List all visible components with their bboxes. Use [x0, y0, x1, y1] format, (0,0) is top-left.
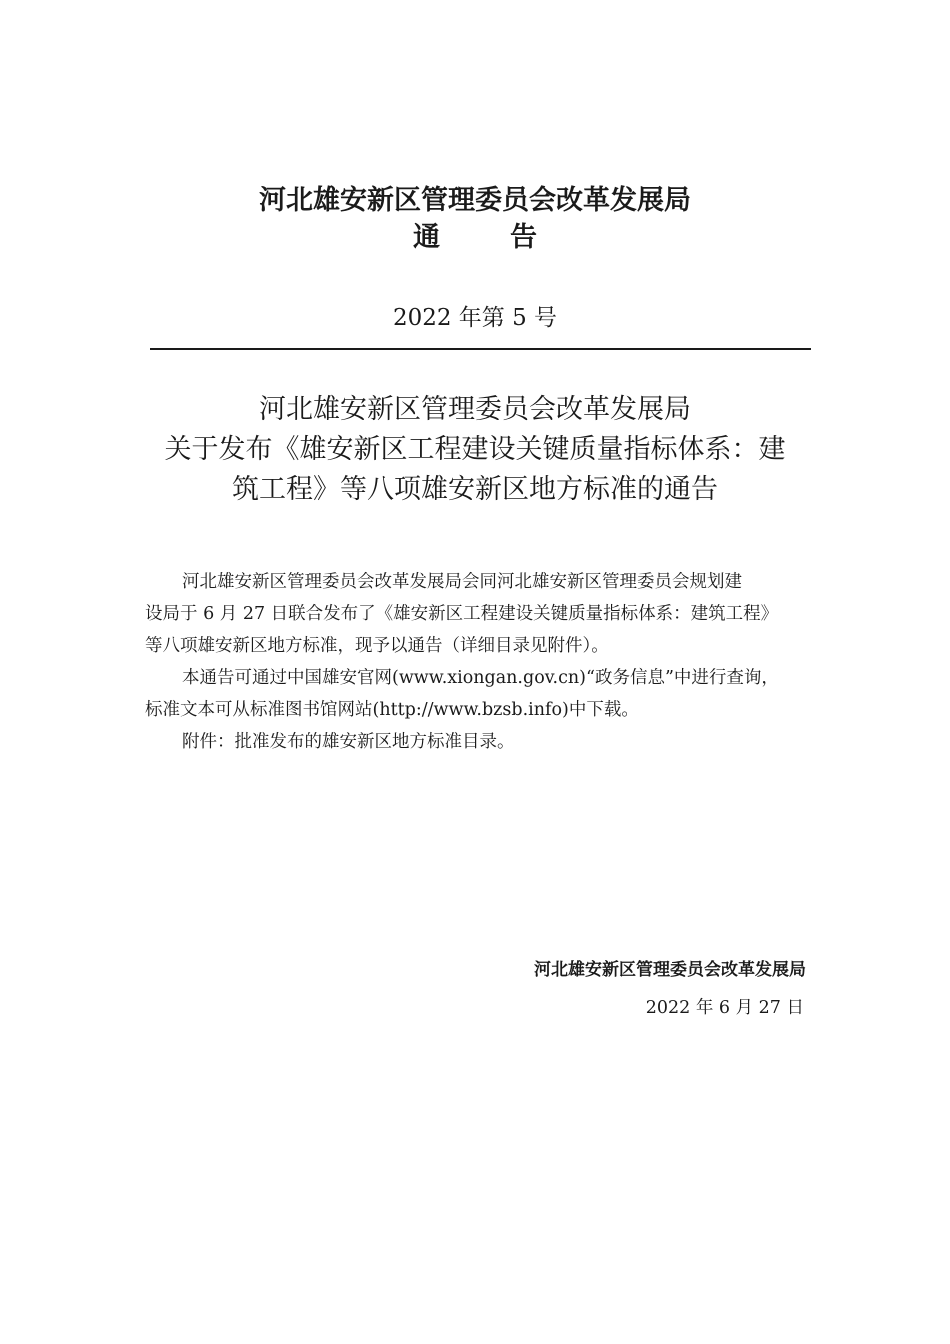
document-type-heading: 通告 [413, 222, 607, 253]
signature-date: 2022 年 6 月 27 日 [645, 998, 804, 1018]
notice-title-line: 河北雄安新区管理委员会改革发展局 [259, 394, 691, 425]
notice-body [145, 566, 810, 758]
notice-title-line: 筑工程》等八项雄安新区地方标准的通告 [232, 474, 718, 505]
signature-organization: 河北雄安新区管理委员会改革发展局 [534, 960, 806, 980]
body-line: 设局于 6 月 27 日联合发布了《雄安新区工程建设关键质量指标体系：建筑工程》 [145, 604, 779, 624]
issuer-heading: 河北雄安新区管理委员会改革发展局 [259, 185, 691, 216]
body-paragraph [145, 662, 810, 694]
body-line: 等八项雄安新区地方标准，现予以通告（详细目录见附件）。 [145, 636, 609, 656]
notice-title-line: 关于发布《雄安新区工程建设关键质量指标体系：建 [164, 434, 786, 465]
document-number: 2022 年第 5 号 [392, 305, 558, 331]
notice-title [140, 390, 810, 510]
body-line: 标准文本可从标准图书馆网站(http://www.bzsb.info)中下载。 [145, 700, 639, 720]
body-paragraph [145, 566, 810, 598]
body-line: 河北雄安新区管理委员会改革发展局会同河北雄安新区管理委员会规划建 [182, 572, 742, 592]
header-divider [150, 348, 811, 350]
body-line: 本通告可通过中国雄安官网(www.xiongan.gov.cn)“政务信息”中进行查询， [182, 668, 779, 688]
attachment-line: 附件：批准发布的雄安新区地方标准目录。 [182, 732, 515, 752]
body-paragraph [145, 726, 810, 758]
